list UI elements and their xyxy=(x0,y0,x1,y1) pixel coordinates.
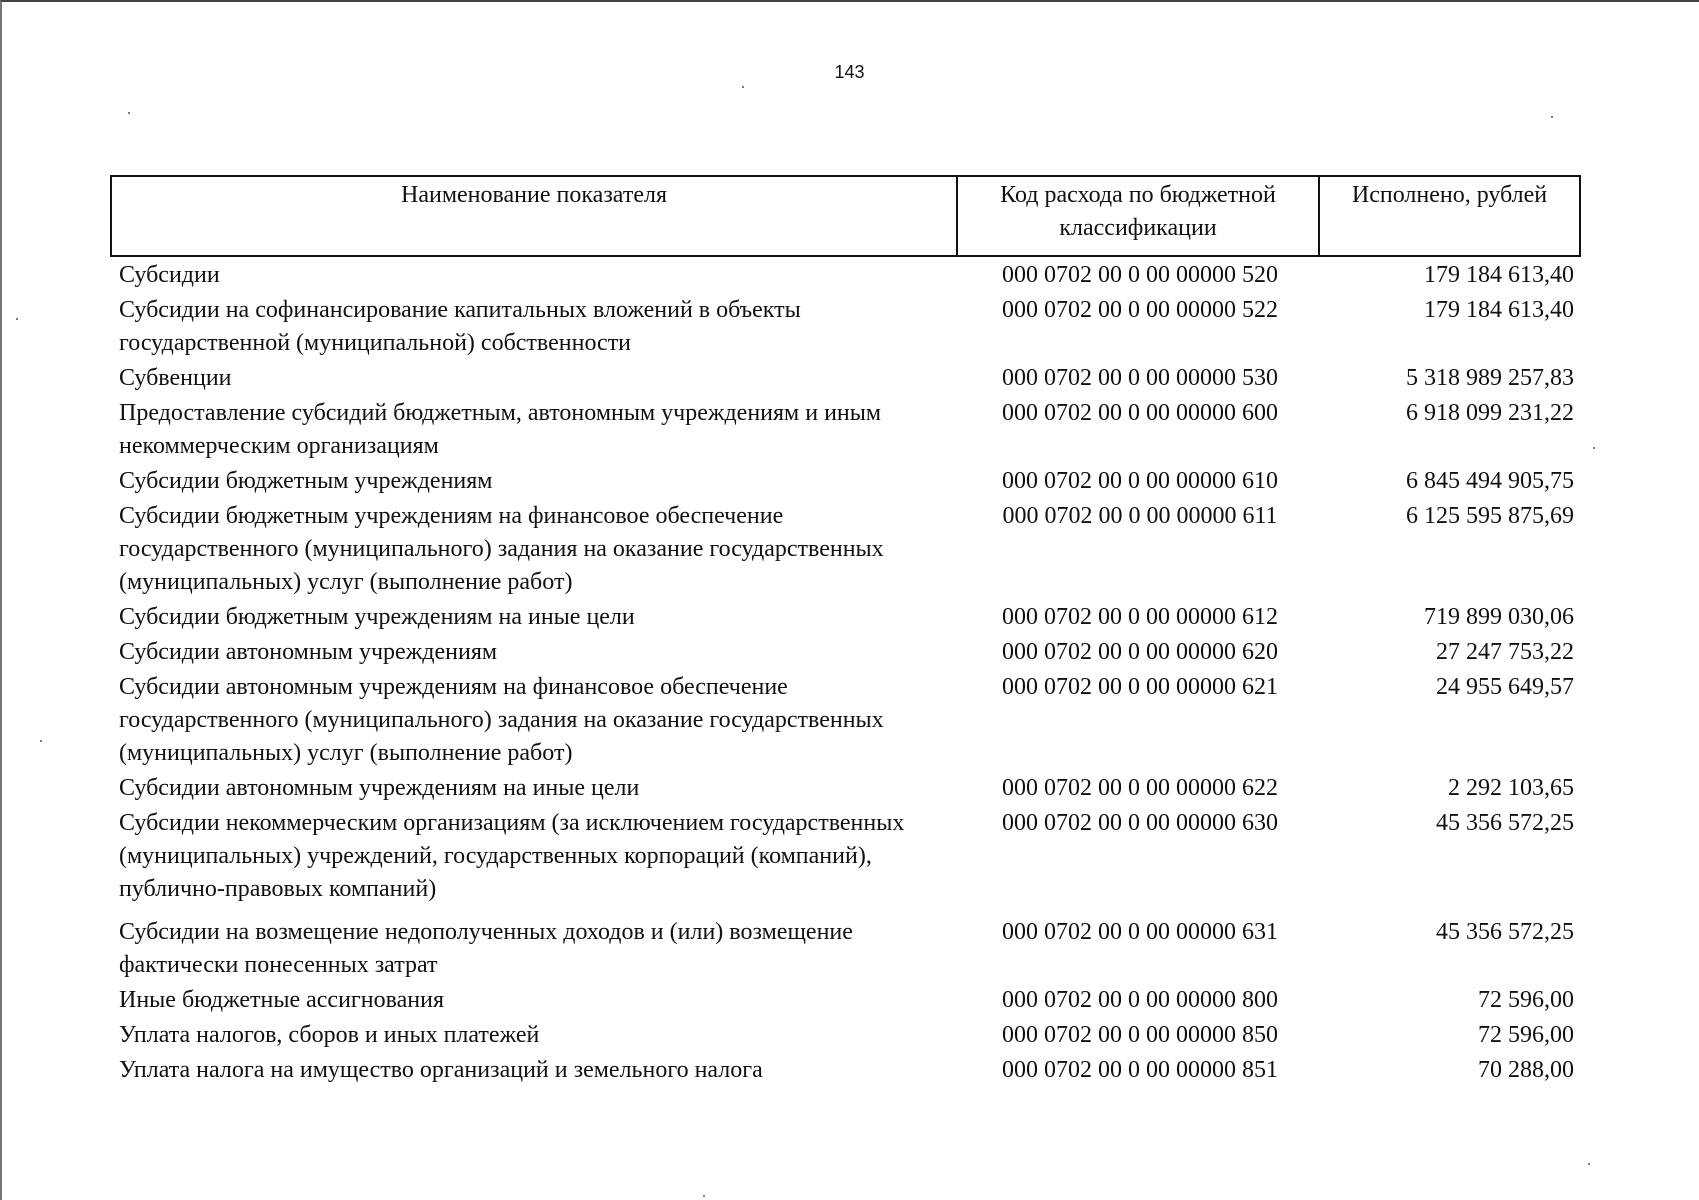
row-amount: 6 125 595 875,69 xyxy=(1406,503,1574,529)
row-name: Уплата налогов, сборов и иных платежей xyxy=(119,1022,540,1048)
row-code: 000 0702 00 0 00 00000 611 xyxy=(1002,503,1278,529)
row-name: Субсидии бюджетным учреждениям на финансовое обеспечение государственного (муниципального) задания на оказание государственных (муниципальных) услуг (выполнение работ) xyxy=(119,503,884,595)
table-body xyxy=(111,256,1580,1089)
row-code: 000 0702 00 0 00 00000 522 xyxy=(1002,297,1278,323)
row-amount: 179 184 613,40 xyxy=(1424,262,1574,288)
row-amount: 6 845 494 905,75 xyxy=(1406,468,1574,494)
row-code: 000 0702 00 0 00 00000 850 xyxy=(1002,1022,1278,1048)
table-row xyxy=(111,362,1580,397)
table-row xyxy=(111,397,1580,465)
row-name: Уплата налога на имущество организаций и земельного налога xyxy=(119,1057,763,1083)
row-name: Предоставление субсидий бюджетным, автономным учреждениям и иным некоммерческим организациям xyxy=(119,400,882,459)
header-row xyxy=(111,176,1580,256)
table-row xyxy=(111,636,1580,671)
table-row xyxy=(111,671,1580,772)
table-row xyxy=(111,601,1580,636)
table-row xyxy=(111,256,1580,294)
row-code: 000 0702 00 0 00 00000 620 xyxy=(1002,639,1278,665)
row-code: 000 0702 00 0 00 00000 630 xyxy=(1002,810,1278,836)
table-row xyxy=(111,807,1580,908)
row-code: 000 0702 00 0 00 00000 530 xyxy=(1002,365,1278,391)
row-amount: 6 918 099 231,22 xyxy=(1406,400,1574,426)
row-code: 000 0702 00 0 00 00000 621 xyxy=(1002,674,1278,700)
row-amount: 45 356 572,25 xyxy=(1436,810,1574,836)
row-amount: 72 596,00 xyxy=(1478,1022,1574,1048)
row-code: 000 0702 00 0 00 00000 800 xyxy=(1002,987,1278,1013)
row-amount: 5 318 989 257,83 xyxy=(1406,365,1574,391)
scan-speck xyxy=(1588,1163,1590,1165)
header-amount: Исполнено, рублей xyxy=(1319,176,1580,256)
row-name: Субсидии автономным учреждениям на финансовое обеспечение государственного (муниципального) задания на оказание государственных (муниципальных) услуг (выполнение работ) xyxy=(119,674,884,766)
row-code: 000 0702 00 0 00 00000 612 xyxy=(1002,604,1278,630)
scan-speck xyxy=(1551,116,1553,118)
row-name: Субсидии на возмещение недополученных доходов и (или) возмещение фактически понесенных затрат xyxy=(119,919,853,978)
row-amount: 2 292 103,65 xyxy=(1448,775,1574,801)
scan-speck xyxy=(1593,447,1595,449)
table-row xyxy=(111,500,1580,601)
row-amount: 179 184 613,40 xyxy=(1424,297,1574,323)
scan-speck xyxy=(742,86,744,88)
table-row xyxy=(111,465,1580,500)
row-amount: 24 955 649,57 xyxy=(1436,674,1574,700)
row-name: Субсидии на софинансирование капитальных вложений в объекты государственной (муниципальной) собственности xyxy=(119,297,801,356)
row-code: 000 0702 00 0 00 00000 520 xyxy=(1002,262,1278,288)
table-row xyxy=(111,984,1580,1019)
table-row xyxy=(111,1019,1580,1054)
table-row xyxy=(111,772,1580,807)
header-name: Наименование показателя xyxy=(111,176,957,256)
row-amount: 45 356 572,25 xyxy=(1436,919,1574,945)
row-amount: 27 247 753,22 xyxy=(1436,639,1574,665)
row-name: Субсидии некоммерческим организациям (за исключением государственных (муниципальных) учреждений, государственных корпораций (компаний), публично-правовых компаний) xyxy=(119,810,905,902)
scan-speck xyxy=(703,1195,705,1197)
row-code: 000 0702 00 0 00 00000 622 xyxy=(1002,775,1278,801)
scan-speck xyxy=(40,740,42,742)
table-row xyxy=(111,908,1580,984)
row-code: 000 0702 00 0 00 00000 610 xyxy=(1002,468,1278,494)
table-row xyxy=(111,1054,1580,1089)
row-name: Субсидии бюджетным учреждениям xyxy=(119,468,493,494)
header-code: Код расхода по бюджетной классификации xyxy=(957,176,1319,256)
row-amount: 719 899 030,06 xyxy=(1424,604,1574,630)
row-name: Субсидии автономным учреждениям xyxy=(119,639,498,665)
row-name: Иные бюджетные ассигнования xyxy=(119,987,444,1013)
row-code: 000 0702 00 0 00 00000 851 xyxy=(1002,1057,1278,1083)
scan-speck xyxy=(16,318,18,320)
row-amount: 72 596,00 xyxy=(1478,987,1574,1013)
row-code: 000 0702 00 0 00 00000 631 xyxy=(1002,919,1278,945)
expenditure-table xyxy=(110,175,1581,1089)
table-header xyxy=(111,176,1580,256)
table-row xyxy=(111,294,1580,362)
row-name: Субвенции xyxy=(119,365,232,391)
row-code: 000 0702 00 0 00 00000 600 xyxy=(1002,400,1278,426)
row-name: Субсидии автономным учреждениям на иные цели xyxy=(119,775,640,801)
row-name: Субсидии xyxy=(119,262,220,288)
page-number: 143 xyxy=(834,62,865,82)
row-name: Субсидии бюджетным учреждениям на иные цели xyxy=(119,604,635,630)
row-amount: 70 288,00 xyxy=(1478,1057,1574,1083)
scan-speck xyxy=(128,112,130,114)
